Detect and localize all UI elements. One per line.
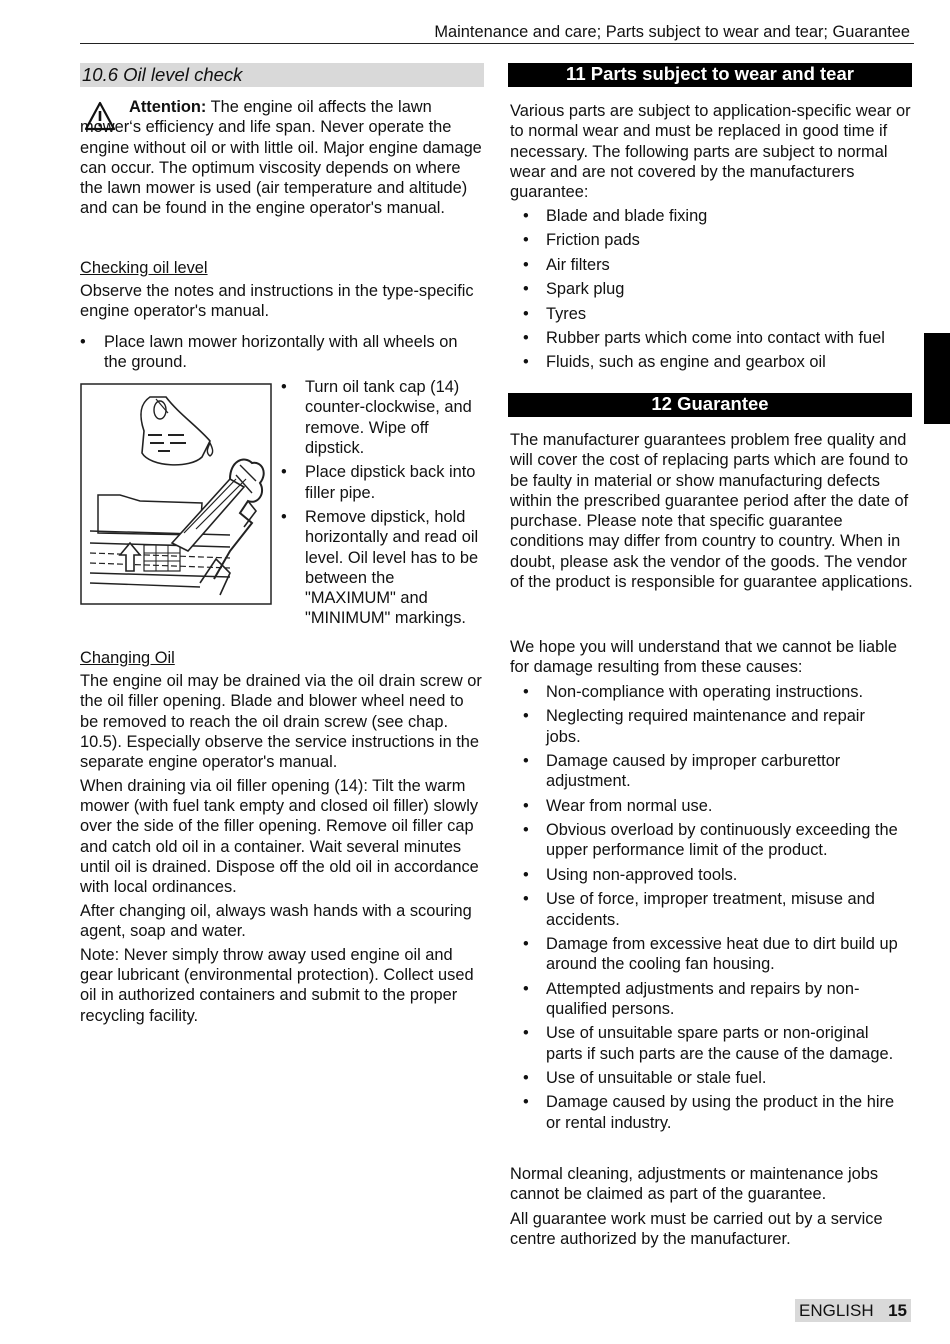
changing-oil-text	[80, 671, 484, 1026]
list-item: • Neglecting required maintenance and repair jobs.	[510, 706, 900, 747]
list-item: • Spark plug	[510, 279, 914, 299]
guarantee-intro: The manufacturer guarantees problem free quality and will cover the cost of replacing parts which are found to be faulty in material or show manufacturing defects within the prescribed guarantee period after the date of purchase. Please note that specific guarantee conditions may differ from country to country. When in doubt, please ask the vendor of the goods. The vendor of the product is responsible for guarantee applications.	[510, 431, 913, 592]
list-item: • Damage from excessive heat due to dirt build up around the cooling fan housing.	[510, 934, 900, 975]
list-item: • Remove dipstick, hold horizontally and read oil level. Oil level has to be between the "MAXIMUM" and "MINIMUM" markings.	[281, 507, 481, 629]
changing-oil-heading: Changing Oil	[80, 649, 175, 667]
parts-list	[510, 206, 914, 377]
section-heading-oil-level-check	[80, 63, 484, 87]
guarantee-closing-1: Normal cleaning, adjustments or maintenance jobs cannot be claimed as part of the guarantee.	[510, 1165, 879, 1204]
guarantee-liability: We hope you will understand that we cannot be liable for damage resulting from these causes:	[510, 638, 897, 677]
list-item: • Tyres	[510, 304, 914, 324]
list-item: • Place dipstick back into filler pipe.	[281, 462, 481, 503]
paragraph: Note: Never simply throw away used engine oil and gear lubricant (environmental protection). Collect used oil in authorized containers and submit to the proper recycling facility.	[80, 945, 474, 1025]
list-item: • Blade and blade fixing	[510, 206, 914, 226]
footer-language: ENGLISH	[799, 1301, 874, 1320]
checking-oil-level-heading: Checking oil level	[80, 259, 208, 277]
list-item: • Using non-approved tools.	[510, 865, 900, 885]
list-item: • Use of unsuitable spare parts or non-original parts if such parts are the cause of the damage.	[510, 1023, 900, 1064]
section-heading-text: 10.6 Oil level check	[82, 64, 243, 85]
guarantee-closing-2: All guarantee work must be carried out by a service centre authorized by the manufacturer.	[510, 1210, 883, 1249]
dipstick-steps-list	[281, 377, 481, 633]
paragraph: The engine oil may be drained via the oil drain screw or the oil filler opening. Blade and blower wheel need to be removed to reach the oil drain screw (see chap. 10.5). Especially observe the service instructions in the separate engine operator's manual.	[80, 672, 482, 772]
attention-paragraph	[80, 97, 484, 219]
running-header: Maintenance and care; Parts subject to wear and tear; Guarantee	[434, 23, 910, 41]
list-item: • Air filters	[510, 255, 914, 275]
list-item: • Friction pads	[510, 230, 914, 250]
list-item: • Damage caused by using the product in the hire or rental industry.	[510, 1092, 900, 1133]
chapter-thumb-tab	[924, 333, 950, 424]
page-number: 15	[888, 1301, 907, 1320]
list-item: • Turn oil tank cap (14) counter-clockwise, and remove. Wipe off dipstick.	[281, 377, 481, 458]
list-item: • Non-compliance with operating instructions.	[510, 682, 900, 702]
section-heading-parts-wear: 11 Parts subject to wear and tear	[508, 63, 912, 87]
list-item: • Use of unsuitable or stale fuel.	[510, 1068, 900, 1088]
guarantee-exclusions-list	[510, 682, 900, 1137]
list-item: • Rubber parts which come into contact with fuel	[510, 328, 914, 348]
list-item: • Attempted adjustments and repairs by non-qualified persons.	[510, 979, 900, 1020]
list-item: • Damage caused by improper carburettor adjustment.	[510, 751, 900, 792]
checking-oil-level-text: Observe the notes and instructions in the type-specific engine operator's manual.	[80, 282, 474, 321]
paragraph: When draining via oil filler opening (14): Tilt the warm mower (with fuel tank empty and closed oil filler) slowly over the side of the filler opening. Remove oil filler cap and catch old oil in a container. Wait several minutes until oil is drained. Dispose off the old oil in accordance with local ordinances.	[80, 776, 479, 897]
attention-text: The engine oil affects the lawn mower‘s efficiency and life span. Never operate the engine without oil or with little oil. Major engine damage can occur. The optimum viscosity depends on where the lawn mower is used (air temperature and altitude) and can be found in the engine operator's manual.	[80, 98, 482, 218]
page-footer	[795, 1299, 911, 1322]
list-item: • Place lawn mower horizontally with all wheels on the ground.	[80, 332, 484, 373]
checking-bullet-list	[80, 332, 484, 377]
attention-label: Attention:	[129, 98, 207, 116]
list-item: • Fluids, such as engine and gearbox oil	[510, 352, 914, 372]
list-item: • Wear from normal use.	[510, 796, 900, 816]
list-item: • Use of force, improper treatment, misuse and accidents.	[510, 889, 900, 930]
section-heading-guarantee: 12 Guarantee	[508, 393, 912, 417]
list-item: • Obvious overload by continuously exceeding the upper performance limit of the product.	[510, 820, 900, 861]
header-divider	[80, 43, 914, 44]
paragraph: After changing oil, always wash hands with a scouring agent, soap and water.	[80, 901, 472, 941]
dipstick-oil-level-illustration	[80, 383, 272, 605]
parts-intro: Various parts are subject to application-specific wear or to normal wear and must be replaced in good time if necessary. The following parts are subject to normal wear and are not covered by the manufacturers guarantee:	[510, 102, 911, 202]
